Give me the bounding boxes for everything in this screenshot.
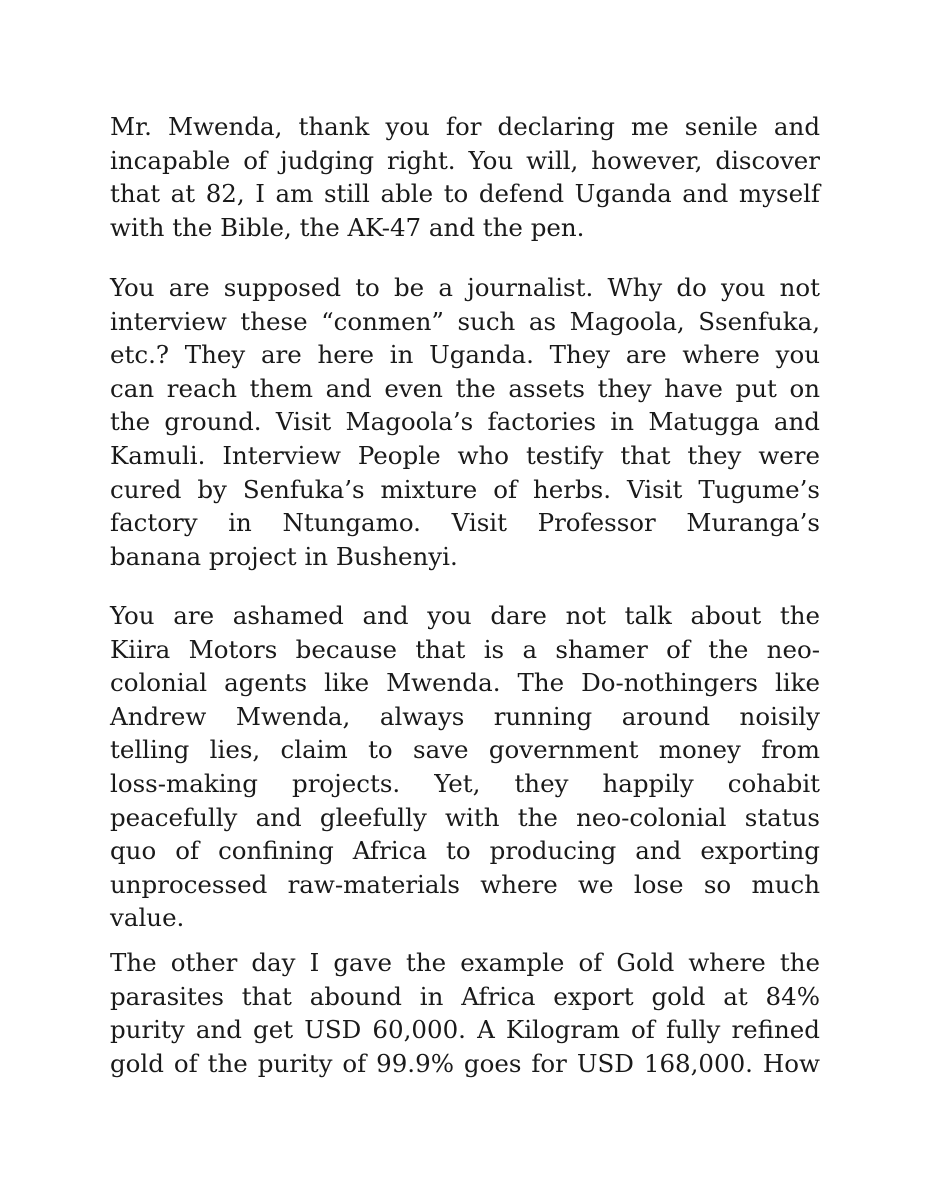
- paragraph-line: cured by Senfuka’s mixture of herbs. Visit Tugume’s: [110, 474, 820, 504]
- paragraph-line: that at 82, I am still able to defend Uganda and myself: [110, 179, 820, 209]
- paragraph-line: value.: [110, 903, 185, 933]
- paragraph-line: Mr. Mwenda, thank you for declaring me senile and: [110, 112, 820, 141]
- paragraph-2: [110, 271, 820, 573]
- paragraph-line: purity and get USD 60,000. A Kilogram of fully refined: [110, 1015, 820, 1045]
- paragraph-1: [110, 110, 820, 244]
- paragraph-3: [110, 599, 820, 935]
- paragraph-line: unprocessed raw-materials where we lose so much: [110, 869, 820, 899]
- paragraph-line: loss-making projects. Yet, they happily cohabit: [110, 768, 820, 798]
- paragraph-line: can reach them and even the assets they have put on: [110, 373, 820, 403]
- paragraph-line: peacefully and gleefully with the neo-colonial status: [110, 802, 820, 832]
- paragraph-line: the ground. Visit Magoola’s factories in Matugga and: [110, 407, 820, 437]
- paragraph-line: etc.? They are here in Uganda. They are where you: [110, 340, 820, 370]
- paragraph-line: telling lies, claim to save government money from: [110, 735, 820, 765]
- paragraph-line: incapable of judging right. You will, however, discover: [110, 145, 820, 175]
- paragraph-line: with the Bible, the AK-47 and the pen.: [110, 212, 585, 242]
- paragraph-4: [110, 946, 820, 1080]
- paragraph-line: gold of the purity of 99.9% goes for USD 168,000. How: [110, 1048, 820, 1078]
- paragraph-line: Kiira Motors because that is a shamer of the neo-: [110, 634, 820, 664]
- paragraph-line: banana project in Bushenyi.: [110, 541, 458, 571]
- paragraph-line: You are supposed to be a journalist. Why do you not: [110, 273, 820, 302]
- paragraph-line: Kamuli. Interview People who testify that they were: [110, 440, 820, 470]
- paragraph-line: parasites that abound in Africa export gold at 84%: [110, 981, 820, 1011]
- paragraph-line: quo of confining Africa to producing and exporting: [110, 836, 820, 866]
- paragraph-line: You are ashamed and you dare not talk about the: [110, 601, 820, 630]
- paragraph-line: colonial agents like Mwenda. The Do-nothingers like: [110, 668, 820, 698]
- paragraph-line: The other day I gave the example of Gold where the: [110, 948, 820, 977]
- paragraph-line: interview these “conmen” such as Magoola, Ssenfuka,: [110, 306, 820, 336]
- paragraph-line: factory in Ntungamo. Visit Professor Muranga’s: [110, 508, 820, 538]
- paragraph-line: Andrew Mwenda, always running around noisily: [110, 701, 820, 731]
